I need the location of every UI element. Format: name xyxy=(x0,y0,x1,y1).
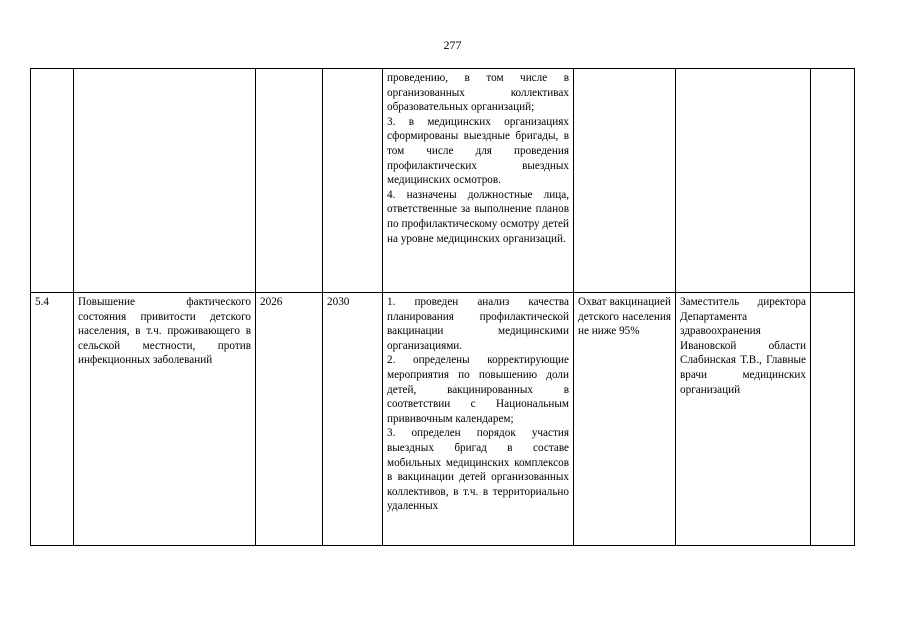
cell-note xyxy=(811,293,855,546)
cell-note xyxy=(811,69,855,293)
cell-name xyxy=(74,69,256,293)
cell-end-year xyxy=(323,69,383,293)
cell-results xyxy=(383,69,574,293)
cell-indicator xyxy=(574,69,676,293)
cell-number xyxy=(31,69,74,293)
cell-responsible xyxy=(676,69,811,293)
result-line: 3. в медицинских организациях сформированы выездные бригады, в том числе для проведения профилактических выездных медицинских осмотров. xyxy=(387,115,569,187)
measures-table xyxy=(30,68,855,546)
table-row-5-4 xyxy=(31,293,855,546)
result-line: 1. проведен анализ качества планирования профилактической вакцинации медицинскими организациями. xyxy=(387,296,569,352)
cell-indicator: Охват вакцинацией детского населения не ниже 95% xyxy=(574,293,676,546)
cell-results xyxy=(383,293,574,546)
result-line: проведению, в том числе в организованных коллективах образовательных организаций; xyxy=(387,72,569,114)
cell-end-year: 2030 xyxy=(323,293,383,546)
cell-start-year xyxy=(256,69,323,293)
result-line: 2. определены корректирующие мероприятия по повышению доли детей, вакцинированных в соответствии с Национальным прививочным календарем; xyxy=(387,354,569,425)
cell-number: 5.4 xyxy=(31,293,74,546)
table-row-continued xyxy=(31,69,855,293)
page-number: 277 xyxy=(443,38,462,52)
result-line: 3. определен порядок участия выездных бригад в составе мобильных медицинских комплексов в вакцинации детей организованных коллективов, в т.ч. в территориально удаленных xyxy=(387,427,569,513)
cell-responsible: Заместитель директора Департамента здравоохранения Ивановской области Слабинская Т.В., Главные врачи медицинских организаций xyxy=(676,293,811,546)
cell-start-year: 2026 xyxy=(256,293,323,546)
result-line: 4. назначены должностные лица, ответственные за выполнение планов по профилактическому осмотру детей на уровне медицинских организаций. xyxy=(387,188,569,245)
cell-name: Повышение фактического состояния привитости детского населения, в т.ч. проживающего в сельской местности, против инфекционных заболеваний xyxy=(74,293,256,546)
